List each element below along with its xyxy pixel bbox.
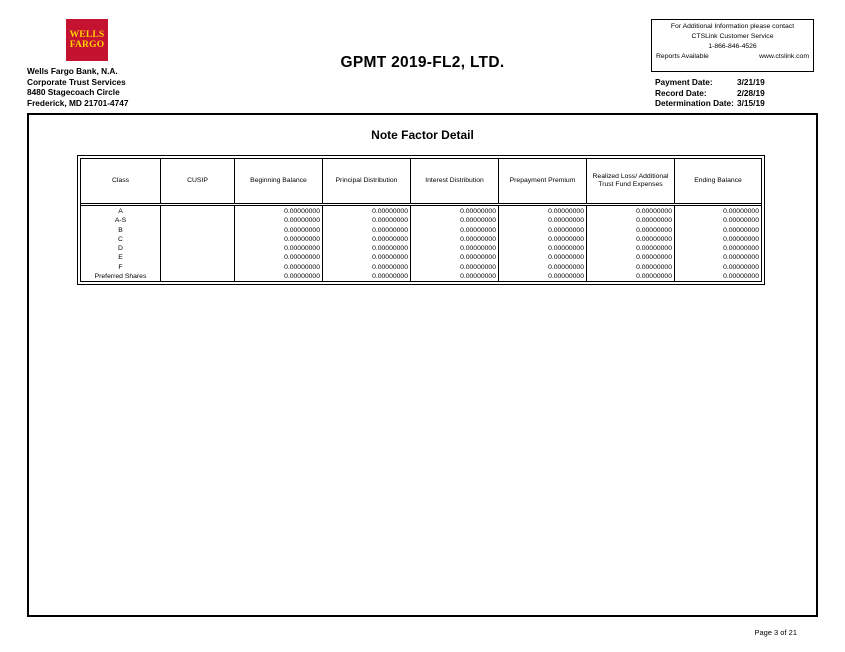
table-header — [81, 159, 761, 204]
table-cell: 0.00000000 — [723, 208, 759, 215]
determination-date-value: 3/15/19 — [737, 98, 765, 108]
table-cell: 0.00000000 — [723, 226, 759, 234]
table-cell: 0.00000000 — [723, 235, 759, 243]
table-cell: 0.00000000 — [460, 217, 496, 225]
header-prepayment-premium: Prepayment Premium — [498, 159, 586, 203]
bank-address — [27, 66, 128, 108]
payment-date-label: Payment Date: — [655, 77, 713, 87]
table-cell: 0.00000000 — [636, 254, 672, 262]
table-cell: 0.00000000 — [723, 254, 759, 262]
address-line: Wells Fargo Bank, N.A. — [27, 66, 118, 76]
table-cell: 0.00000000 — [636, 245, 672, 253]
table-body — [81, 206, 761, 281]
table-cell: 0.00000000 — [372, 217, 408, 225]
table-cell: 0.00000000 — [548, 235, 584, 243]
header-cusip: CUSIP — [160, 159, 234, 203]
table-cell: 0.00000000 — [548, 226, 584, 234]
table-cell: A-S — [114, 217, 127, 225]
interest-distribution-column — [410, 206, 498, 281]
table-cell: 0.00000000 — [460, 208, 496, 215]
record-date-label: Record Date: — [655, 87, 707, 98]
table-cell: 0.00000000 — [548, 217, 584, 225]
table-cell: 0.00000000 — [284, 208, 320, 215]
table-cell: 0.00000000 — [460, 263, 496, 271]
ending-balance-column — [674, 206, 761, 281]
beginning-balance-column — [234, 206, 322, 281]
table-cell: 0.00000000 — [284, 235, 320, 243]
table-cell: 0.00000000 — [372, 273, 408, 281]
table-cell: 0.00000000 — [636, 208, 672, 215]
info-line: For Additional Information please contact — [670, 23, 795, 30]
document-title: GPMT 2019-FL2, LTD. — [340, 54, 505, 71]
table-cell — [161, 226, 234, 235]
table-cell: 0.00000000 — [636, 217, 672, 225]
logo-line-2: FARGO — [69, 40, 105, 50]
reports-available-label: Reports Available — [656, 53, 709, 60]
header-realized-loss: Realized Loss/ Additional Trust Fund Expenses — [586, 159, 674, 203]
table-cell: E — [118, 254, 123, 262]
payment-date-value: 3/21/19 — [737, 77, 765, 87]
table-cell: 0.00000000 — [548, 263, 584, 271]
table-cell: B — [118, 226, 123, 234]
header-principal-distribution: Principal Distribution — [322, 159, 410, 203]
table-cell: A — [118, 208, 123, 215]
class-column — [81, 206, 160, 281]
determination-date-label: Determination Date: — [655, 98, 734, 108]
table-cell: D — [118, 245, 123, 253]
table-cell: 0.00000000 — [284, 226, 320, 234]
table-cell: 0.00000000 — [723, 217, 759, 225]
info-phone: 1-866-846-4526 — [708, 43, 757, 50]
section-title: Note Factor Detail — [371, 128, 474, 142]
table-cell: 0.00000000 — [284, 245, 320, 253]
principal-distribution-column — [322, 206, 410, 281]
table-cell: 0.00000000 — [460, 254, 496, 262]
info-line: CTSLink Customer Service — [691, 33, 774, 40]
table-cell: C — [118, 235, 123, 243]
table-cell: 0.00000000 — [460, 245, 496, 253]
table-cell — [161, 263, 234, 272]
header-class: Class — [112, 176, 129, 184]
table-cell — [161, 207, 234, 216]
table-cell — [161, 272, 234, 281]
table-cell: 0.00000000 — [284, 273, 320, 281]
table-cell: 0.00000000 — [548, 245, 584, 253]
table-cell: F — [118, 263, 123, 271]
table-cell — [161, 253, 234, 262]
table-cell: 0.00000000 — [372, 226, 408, 234]
record-date-value: 2/28/19 — [737, 87, 765, 98]
table-cell: 0.00000000 — [372, 254, 408, 262]
table-cell: 0.00000000 — [548, 273, 584, 281]
table-cell: 0.00000000 — [636, 273, 672, 281]
header-beginning-balance: Beginning Balance — [234, 159, 322, 203]
table-cell: 0.00000000 — [723, 273, 759, 281]
page-number: Page 3 of 21 — [754, 628, 797, 637]
table-cell: 0.00000000 — [548, 208, 584, 215]
table-cell: 0.00000000 — [548, 254, 584, 262]
address-line: Frederick, MD 21701-4747 — [27, 97, 129, 108]
table-cell: 0.00000000 — [372, 208, 408, 215]
table-cell: 0.00000000 — [636, 235, 672, 243]
table-cell: 0.00000000 — [284, 217, 320, 225]
table-cell: 0.00000000 — [284, 254, 320, 262]
key-dates — [655, 77, 765, 109]
realized-loss-column — [586, 206, 674, 281]
ctslink-url[interactable]: www.ctslink.com — [759, 53, 809, 60]
table-cell: 0.00000000 — [460, 235, 496, 243]
address-line: 8480 Stagecoach Circle — [27, 87, 120, 97]
table-cell: 0.00000000 — [723, 263, 759, 271]
table-cell — [161, 235, 234, 244]
table-cell: Preferred Shares — [94, 273, 147, 281]
address-line: Corporate Trust Services — [27, 76, 126, 87]
note-factor-table — [77, 155, 765, 285]
table-cell: 0.00000000 — [460, 273, 496, 281]
prepayment-premium-column — [498, 206, 586, 281]
table-cell: 0.00000000 — [372, 235, 408, 243]
table-cell: 0.00000000 — [636, 263, 672, 271]
table-cell: 0.00000000 — [372, 263, 408, 271]
cusip-column — [160, 206, 234, 281]
header-ending-balance: Ending Balance — [674, 159, 761, 203]
table-cell: 0.00000000 — [284, 263, 320, 271]
table-cell: 0.00000000 — [636, 226, 672, 234]
table-cell — [161, 244, 234, 253]
table-cell: 0.00000000 — [460, 226, 496, 234]
header-interest-distribution: Interest Distribution — [410, 159, 498, 203]
logo-line-1: WELLS — [69, 30, 105, 40]
contact-info-box — [651, 19, 814, 72]
table-cell: 0.00000000 — [723, 245, 759, 253]
table-cell: 0.00000000 — [372, 245, 408, 253]
table-cell — [161, 216, 234, 225]
